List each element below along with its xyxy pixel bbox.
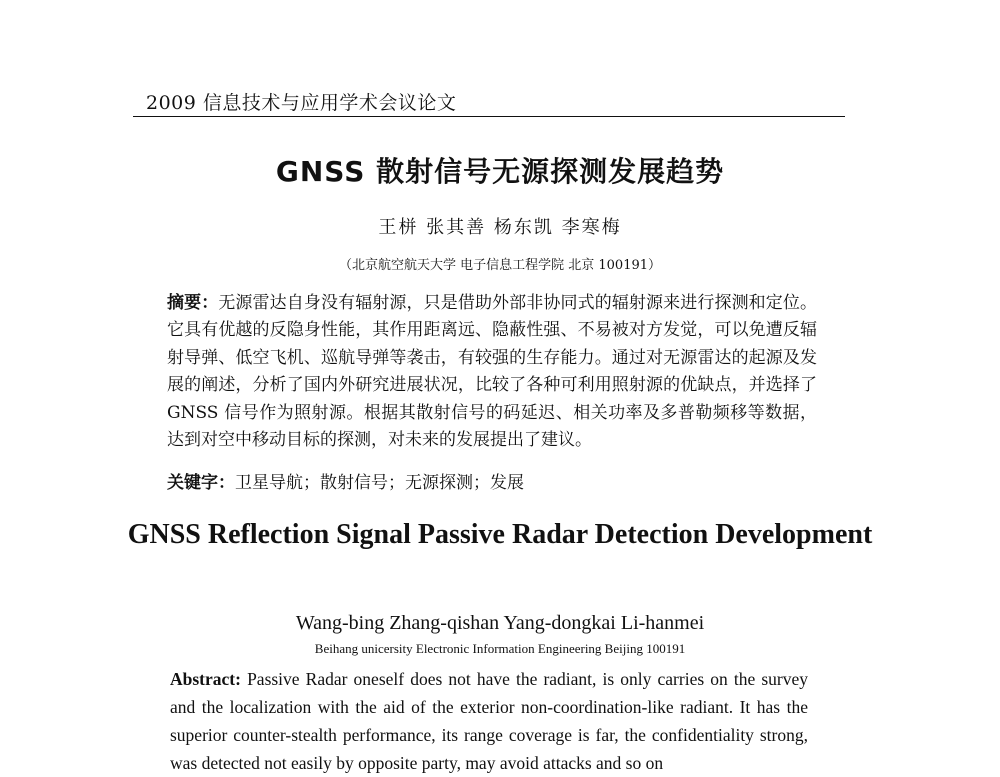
chinese-keywords — [167, 468, 817, 493]
chinese-abstract-label: 摘要： — [167, 293, 219, 313]
english-abstract-label: Abstract: — [170, 669, 241, 689]
header-rule — [133, 116, 845, 117]
chinese-abstract — [167, 290, 817, 454]
english-affiliation: Beihang unicersity Electronic Information Engineering Beijing 100191 — [314, 641, 686, 656]
english-title: GNSS Reflection Signal Passive Radar Detection Development — [127, 519, 873, 550]
running-header: 2009 信息技术与应用学术会议论文 — [146, 92, 457, 114]
chinese-affiliation: （北京航空航天大学 电子信息工程学院 北京 100191） — [338, 258, 662, 273]
chinese-keywords-text: 卫星导航；散射信号；无源探测；发展 — [235, 473, 524, 493]
chinese-keywords-label: 关键字： — [167, 473, 235, 493]
chinese-abstract-text: 无源雷达自身没有辐射源，只是借助外部非协同式的辐射源来进行探测和定位。它具有优越的反隐身性能，其作用距离远、隐蔽性强、不易被对方发觉，可以免遭反辐射导弹、低空飞机、巡航导弹等袭击，有较强的生存能力。通过对无源雷达的起源及发展的阐述，分析了国内外研究进展状况，比较了各种可利用照射源的优缺点，并选择了 GNSS 信号作为照射源。根据其散射信号的码延迟、相关功率及多普勒频移等数据，达到对空中移动目标的探测，对未来的发展提出了建议。 — [167, 293, 818, 451]
english-authors: Wang-bing Zhang-qishan Yang-dongkai Li-hanmei — [295, 612, 705, 634]
chinese-title: GNSS 散射信号无源探测发展趋势 — [275, 155, 725, 188]
english-abstract-text: Passive Radar oneself does not have the radiant, is only carries on the survey and the localization with the aid of the exterior non-coordination-like radiant. It has the superior counter-stealth performance, its range coverage is far, the confidentiality strong, was detected not easily by opposite party, may avoid attacks and so on — [170, 669, 808, 773]
english-abstract — [170, 665, 808, 777]
chinese-authors: 王栟 张其善 杨东凯 李寒梅 — [378, 217, 622, 238]
